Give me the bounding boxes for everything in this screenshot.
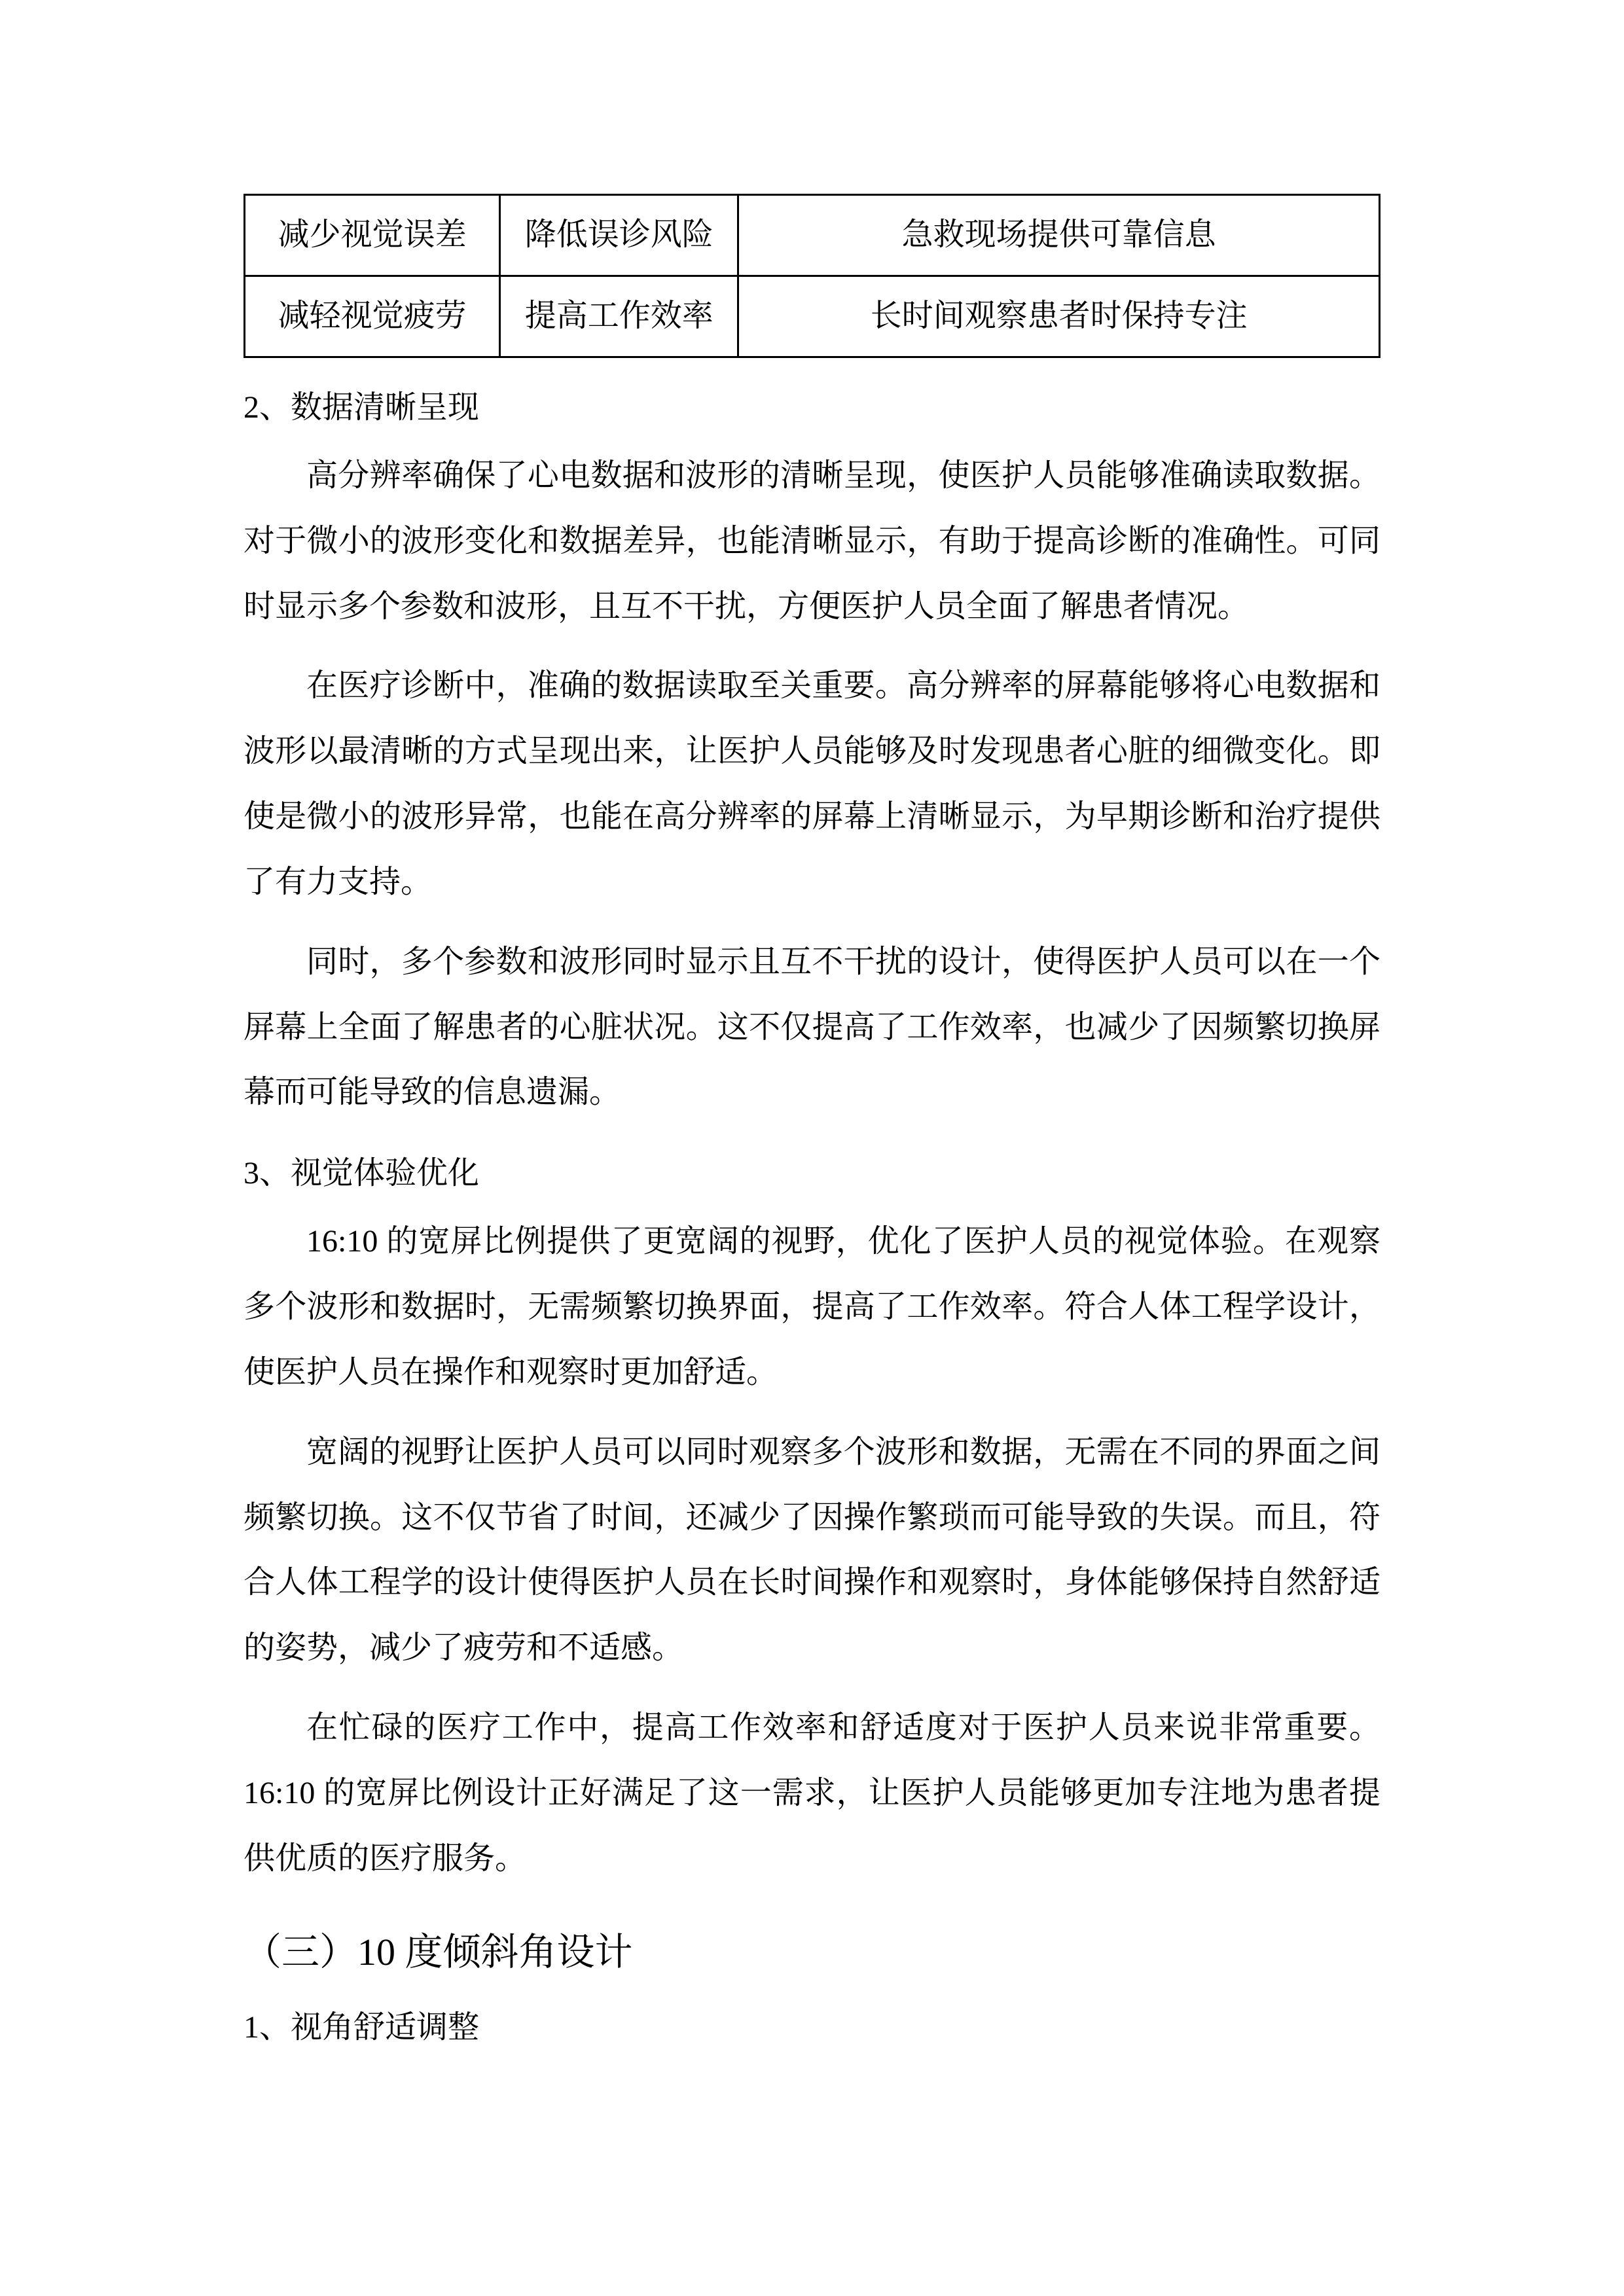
paragraph: 16:10 的宽屏比例提供了更宽阔的视野，优化了医护人员的视觉体验。在观察多个波形和数据时，无需频繁切换界面，提高了工作效率。符合人体工程学设计，使医护人员在操作和观察时更加舒适。: [244, 1224, 1380, 1390]
paragraph: 同时，多个参数和波形同时显示且互不干扰的设计，使得医护人员可以在一个屏幕上全面了解患者的心脏状况。这不仅提高了工作效率，也减少了因频繁切换屏幕而可能导致的信息遗漏。: [244, 944, 1380, 1110]
table-cell: 急救现场提供可靠信息: [738, 195, 1380, 276]
section-heading-data-clarity: 2、数据清晰呈现: [244, 390, 480, 425]
section-heading-visual-experience: 3、视觉体验优化: [244, 1156, 480, 1191]
table-cell: 提高工作效率: [500, 276, 738, 357]
table-cell: 长时间观察患者时保持专注: [738, 276, 1380, 357]
table-row: [245, 276, 1380, 357]
paragraph: 宽阔的视野让医护人员可以同时观察多个波形和数据，无需在不同的界面之间频繁切换。这不仅节省了时间，还减少了因操作繁琐而可能导致的失误。而且，符合人体工程学的设计使得医护人员在长时间操作和观察时，身体能够保持自然舒适的姿势，减少了疲劳和不适感。: [244, 1434, 1380, 1666]
section-heading-tilt-angle: （三）10 度倾斜角设计: [244, 1930, 633, 1973]
table-row: [245, 195, 1380, 276]
paragraph: 高分辨率确保了心电数据和波形的清晰呈现，使医护人员能够准确读取数据。对于微小的波形变化和数据差异，也能清晰显示，有助于提高诊断的准确性。可同时显示多个参数和波形，且互不干扰，方便医护人员全面了解患者情况。: [244, 458, 1380, 624]
table-cell: 减轻视觉疲劳: [245, 276, 500, 357]
table-cell: 降低误诊风险: [500, 195, 738, 276]
benefits-table: [244, 194, 1380, 358]
subsection-heading-view-adjust: 1、视角舒适调整: [244, 2010, 480, 2045]
paragraph: 在医疗诊断中，准确的数据读取至关重要。高分辨率的屏幕能够将心电数据和波形以最清晰的方式呈现出来，让医护人员能够及时发现患者心脏的细微变化。即使是微小的波形异常，也能在高分辨率的屏幕上清晰显示，为早期诊断和治疗提供了有力支持。: [244, 668, 1380, 899]
table-cell: 减少视觉误差: [245, 195, 500, 276]
paragraph: 在忙碌的医疗工作中，提高工作效率和舒适度对于医护人员来说非常重要。16:10 的宽屏比例设计正好满足了这一需求，让医护人员能够更加专注地为患者提供优质的医疗服务。: [244, 1710, 1380, 1876]
